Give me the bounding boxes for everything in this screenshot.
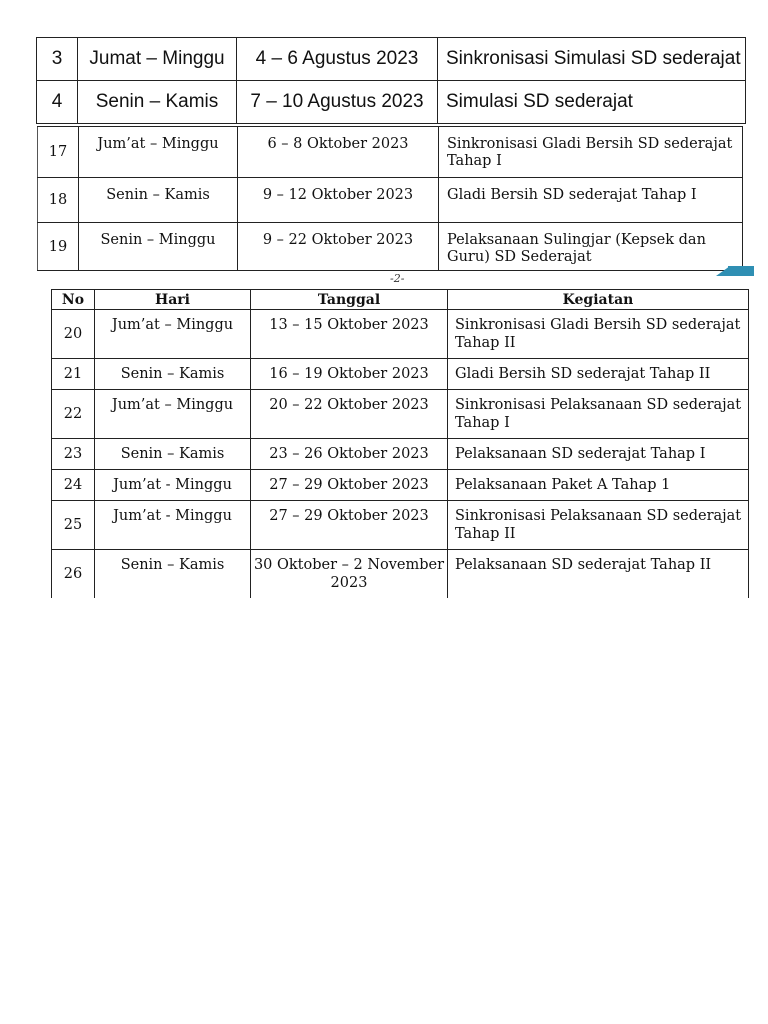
table-row [52,310,749,359]
row-activity: Gladi Bersih SD sederajat Tahap II [448,359,749,390]
row-activity: Sinkronisasi Gladi Bersih SD sederajat Tahap II [448,310,749,359]
table-row [37,81,746,124]
row-activity: Sinkronisasi Simulasi SD sederajat [438,38,746,81]
row-number: 19 [38,223,79,271]
table-row [52,550,749,598]
header-day: Hari [95,290,251,310]
row-day: Jum’at - Minggu [95,501,251,550]
row-day: Senin – Minggu [79,223,238,271]
row-day: Senin – Kamis [79,178,238,223]
row-number: 22 [52,390,95,439]
header-date: Tanggal [251,290,448,310]
row-number: 18 [38,178,79,223]
row-number: 25 [52,501,95,550]
row-date: 27 – 29 Oktober 2023 [251,470,448,501]
schedule-table-october-part2 [51,289,749,598]
row-activity: Sinkronisasi Gladi Bersih SD sederajat Tahap I [439,127,743,178]
schedule-table-august [36,37,746,124]
header-no: No [52,290,95,310]
row-date: 6 – 8 Oktober 2023 [238,127,439,178]
table-row [52,501,749,550]
table-row [52,359,749,390]
table-header-row [52,290,749,310]
row-number: 3 [37,38,78,81]
row-number: 4 [37,81,78,124]
table-row [52,439,749,470]
row-date: 9 – 22 Oktober 2023 [238,223,439,271]
schedule-table-october-part1 [37,126,743,271]
row-day: Senin – Kamis [95,359,251,390]
row-day: Jum’at – Minggu [95,390,251,439]
row-activity: Pelaksanaan SD sederajat Tahap II [448,550,749,598]
page-corner-bar [728,266,754,276]
table-row [52,470,749,501]
row-date: 9 – 12 Oktober 2023 [238,178,439,223]
row-date: 27 – 29 Oktober 2023 [251,501,448,550]
row-activity: Sinkronisasi Pelaksanaan SD sederajat Tahap II [448,501,749,550]
row-day: Senin – Kamis [78,81,237,124]
row-activity: Pelaksanaan SD sederajat Tahap I [448,439,749,470]
row-number: 17 [38,127,79,178]
row-date: 23 – 26 Oktober 2023 [251,439,448,470]
row-date: 16 – 19 Oktober 2023 [251,359,448,390]
row-date: 4 – 6 Agustus 2023 [237,38,438,81]
row-activity: Gladi Bersih SD sederajat Tahap I [439,178,743,223]
header-activity: Kegiatan [448,290,749,310]
table-row [37,38,746,81]
row-number: 20 [52,310,95,359]
row-day: Senin – Kamis [95,550,251,598]
row-activity: Pelaksanaan Paket A Tahap 1 [448,470,749,501]
row-day: Jum’at - Minggu [95,470,251,501]
row-day: Jumat – Minggu [78,38,237,81]
row-number: 26 [52,550,95,598]
table-row [38,223,743,271]
row-number: 23 [52,439,95,470]
row-date: 7 – 10 Agustus 2023 [237,81,438,124]
row-number: 24 [52,470,95,501]
table-row [38,178,743,223]
page-number: -2- [390,272,405,285]
row-number: 21 [52,359,95,390]
row-activity: Pelaksanaan Sulingjar (Kepsek dan Guru) SD Sederajat [439,223,743,271]
row-activity: Sinkronisasi Pelaksanaan SD sederajat Tahap I [448,390,749,439]
row-day: Jum’at – Minggu [95,310,251,359]
row-date: 13 – 15 Oktober 2023 [251,310,448,359]
row-day: Jum’at – Minggu [79,127,238,178]
row-activity: Simulasi SD sederajat [438,81,746,124]
table-row [38,127,743,178]
table-row [52,390,749,439]
row-date: 20 – 22 Oktober 2023 [251,390,448,439]
row-day: Senin – Kamis [95,439,251,470]
row-date: 30 Oktober – 2 November 2023 [251,550,448,598]
